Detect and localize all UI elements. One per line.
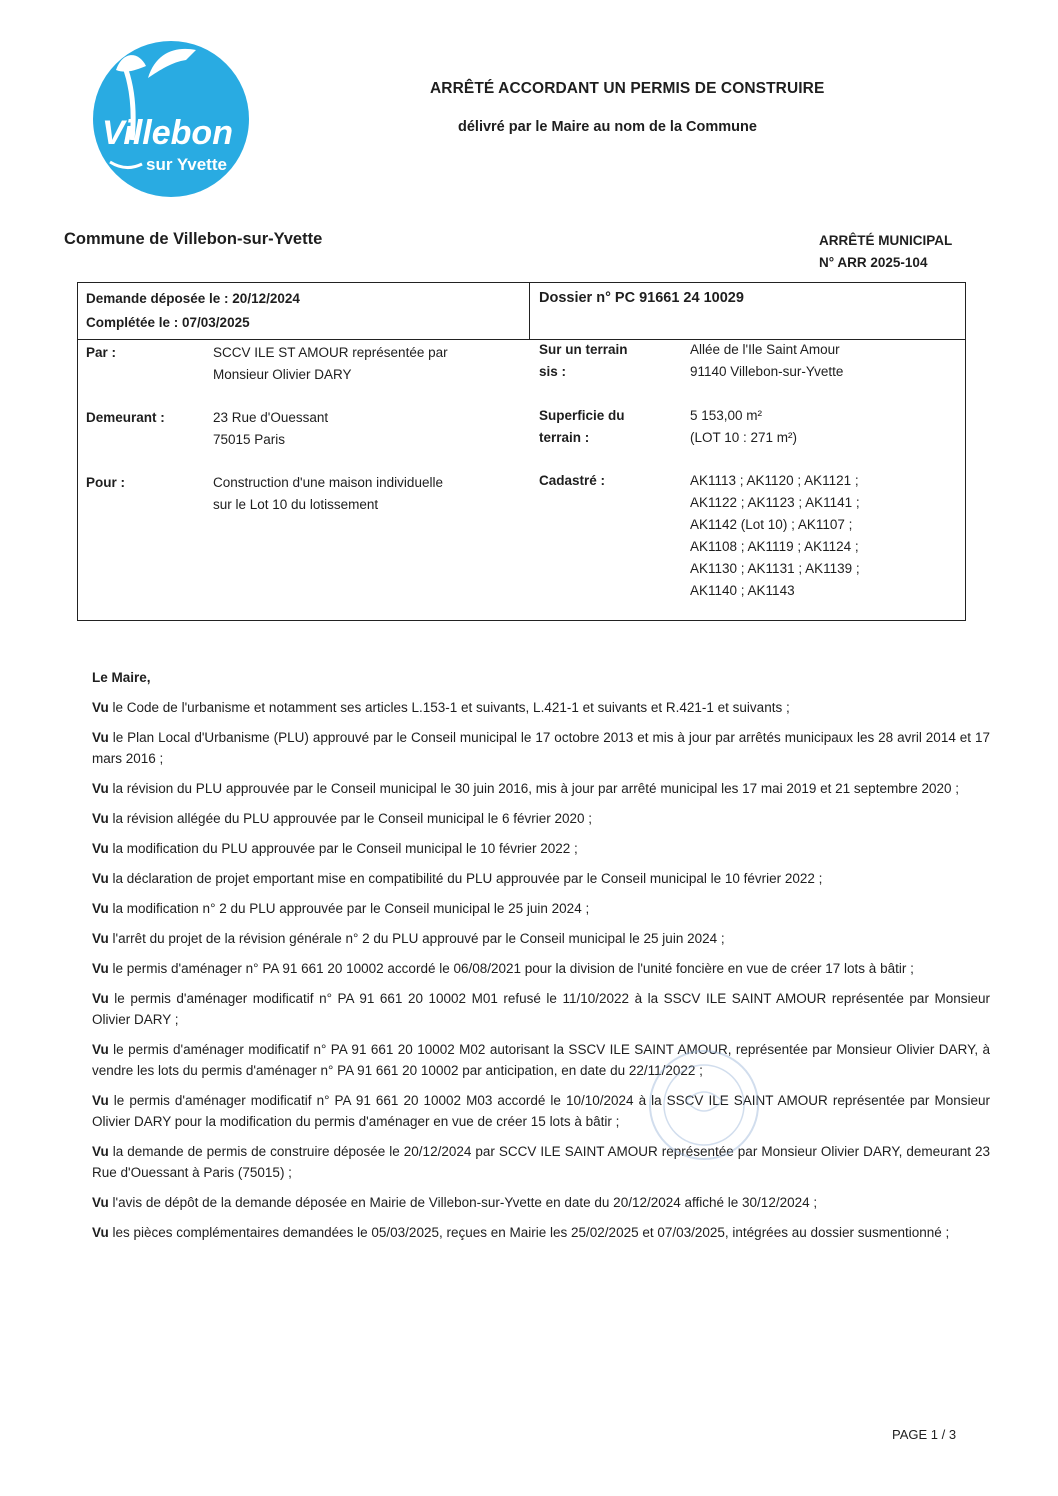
arrete-reference xyxy=(819,230,952,274)
visa-keyword: Vu xyxy=(92,1225,109,1240)
page-number: PAGE 1 / 3 xyxy=(892,1427,957,1442)
dossier-info-box xyxy=(77,282,966,621)
box-divider-vertical xyxy=(529,283,530,339)
visa-keyword: Vu xyxy=(92,730,109,745)
terrain-value: Allée de l'Ile Saint Amour 91140 Villebon-sur-Yvette xyxy=(690,342,844,379)
visa-text: la déclaration de projet emportant mise en compatibilité du PLU approuvée par le Conseil municipal le 10 février 2022 ; xyxy=(112,871,823,886)
logo-line2: sur Yvette xyxy=(146,155,227,174)
cadastre-value: AK1113 ; AK1120 ; AK1121 ; AK1122 ; AK1123 ; AK1141 ; AK1142 (Lot 10) ; AK1107 ; AK1108 ; AK1119 ; AK1124 ; AK1130 ; AK1131 ; AK1139 ; AK1140 ; AK1143 xyxy=(690,473,860,598)
par-value: SCCV ILE ST AMOUR représentée par Monsieur Olivier DARY xyxy=(213,345,448,382)
visa-keyword: Vu xyxy=(92,901,109,916)
visa-keyword: Vu xyxy=(92,1093,109,1108)
document-subtitle: délivré par le Maire au nom de la Commune xyxy=(458,119,757,135)
logo-line1: Villebon xyxy=(102,114,233,152)
par-label: Par : xyxy=(86,345,117,360)
visa-keyword: Vu xyxy=(92,1195,109,1210)
visa-item xyxy=(92,928,990,949)
visa-text: le Code de l'urbanisme et notamment ses articles L.153-1 et suivants, L.421-1 et suivants et R.421-1 et suivants ; xyxy=(112,700,790,715)
completee-date: Complétée le : 07/03/2025 xyxy=(86,315,250,330)
villebon-logo xyxy=(86,40,256,198)
visa-item xyxy=(92,838,990,859)
visa-item xyxy=(92,697,990,718)
pour-label: Pour : xyxy=(86,475,125,490)
visa-item xyxy=(92,1039,990,1081)
visa-item xyxy=(92,1192,990,1213)
visa-text: la modification du PLU approuvée par le Conseil municipal le 10 février 2022 ; xyxy=(112,841,578,856)
visa-text: la révision du PLU approuvée par le Conseil municipal le 30 juin 2016, mis à jour par arrêté municipal les 17 mai 2019 et 21 septembre 2020 ; xyxy=(112,781,959,796)
visa-text: la révision allégée du PLU approuvée par le Conseil municipal le 6 février 2020 ; xyxy=(112,811,593,826)
visa-text: la modification n° 2 du PLU approuvée par le Conseil municipal le 25 juin 2024 ; xyxy=(112,901,590,916)
visa-keyword: Vu xyxy=(92,811,109,826)
visa-text: le permis d'aménager modificatif n° PA 91 661 20 10002 M02 autorisant la SSCV ILE SAINT AMOUR, représentée par Monsieur Olivier DARY, à vendre les lots du permis d'aménager n° PA 91 661 20 10002 par anticipation, en date du 22/11/2022 ; xyxy=(92,1042,990,1078)
visa-keyword: Vu xyxy=(92,781,109,796)
commune-name: Commune de Villebon-sur-Yvette xyxy=(64,230,323,248)
visa-text: l'arrêt du projet de la révision générale n° 2 du PLU approuvé par le Conseil municipal le 25 juin 2024 ; xyxy=(112,931,725,946)
visa-keyword: Vu xyxy=(92,700,109,715)
visa-item xyxy=(92,727,990,769)
demande-date: Demande déposée le : 20/12/2024 xyxy=(86,291,300,306)
visa-text: la demande de permis de construire déposée le 20/12/2024 par SCCV ILE SAINT AMOUR représentée par Monsieur Olivier DARY, demeurant 23 Rue d'Ouessant à Paris (75015) ; xyxy=(92,1144,990,1180)
visa-keyword: Vu xyxy=(92,961,109,976)
municipal-stamp-icon xyxy=(642,1045,767,1165)
visa-item xyxy=(92,988,990,1030)
arrete-number: N° ARR 2025-104 xyxy=(819,255,928,270)
cadastre-label: Cadastré : xyxy=(539,473,606,488)
visa-item xyxy=(92,778,990,799)
visa-item xyxy=(92,1141,990,1183)
visa-text: l'avis de dépôt de la demande déposée en Mairie de Villebon-sur-Yvette en date du 20/12/2024 affiché le 30/12/2024 ; xyxy=(112,1195,818,1210)
visa-text: le permis d'aménager modificatif n° PA 91 661 20 10002 M03 accordé le 10/10/2024 à la SSCV ILE SAINT AMOUR représentée par Monsieur Olivier DARY pour la modification du permis d'aménager en vue de créer 15 lots à bâtir ; xyxy=(92,1093,990,1129)
visa-keyword: Vu xyxy=(92,841,109,856)
pour-value: Construction d'une maison individuelle sur le Lot 10 du lotissement xyxy=(213,475,443,512)
visa-item xyxy=(92,1090,990,1132)
visa-keyword: Vu xyxy=(92,871,109,886)
visa-keyword: Vu xyxy=(92,1042,109,1057)
visa-text: le permis d'aménager n° PA 91 661 20 10002 accordé le 06/08/2021 pour la division de l'unité foncière en vue de créer 17 lots à bâtir ; xyxy=(112,961,914,976)
superficie-label: Superficie du terrain : xyxy=(539,408,625,445)
visa-list xyxy=(92,697,990,1243)
visa-text: le permis d'aménager modificatif n° PA 91 661 20 10002 M01 refusé le 11/10/2022 à la SSCV ILE SAINT AMOUR représentée par Monsieur Olivier DARY ; xyxy=(92,991,990,1027)
arrete-body xyxy=(92,668,990,1252)
dossier-number: Dossier n° PC 91661 24 10029 xyxy=(539,290,744,306)
visa-text: les pièces complémentaires demandées le 05/03/2025, reçues en Mairie les 25/02/2025 et 07/03/2025, intégrées au dossier susmentionné ; xyxy=(112,1225,950,1240)
visa-item xyxy=(92,1222,990,1243)
arrete-label: ARRÊTÉ MUNICIPAL xyxy=(819,233,953,248)
demeurant-label: Demeurant : xyxy=(86,410,165,425)
visa-keyword: Vu xyxy=(92,991,109,1006)
terrain-label: Sur un terrain sis : xyxy=(539,342,628,379)
visa-text: le Plan Local d'Urbanisme (PLU) approuvé par le Conseil municipal le 17 octobre 2013 et mis à jour par arrêtés municipaux les 28 avril 2014 et 17 mars 2016 ; xyxy=(92,730,990,766)
maire-heading: Le Maire, xyxy=(92,670,151,685)
visa-item xyxy=(92,868,990,889)
document-title: ARRÊTÉ ACCORDANT UN PERMIS DE CONSTRUIRE xyxy=(430,80,825,97)
visa-item xyxy=(92,808,990,829)
demeurant-value: 23 Rue d'Ouessant 75015 Paris xyxy=(213,410,329,447)
superficie-value: 5 153,00 m² (LOT 10 : 271 m²) xyxy=(690,408,798,445)
visa-keyword: Vu xyxy=(92,1144,109,1159)
visa-item xyxy=(92,898,990,919)
visa-keyword: Vu xyxy=(92,931,109,946)
visa-item xyxy=(92,958,990,979)
